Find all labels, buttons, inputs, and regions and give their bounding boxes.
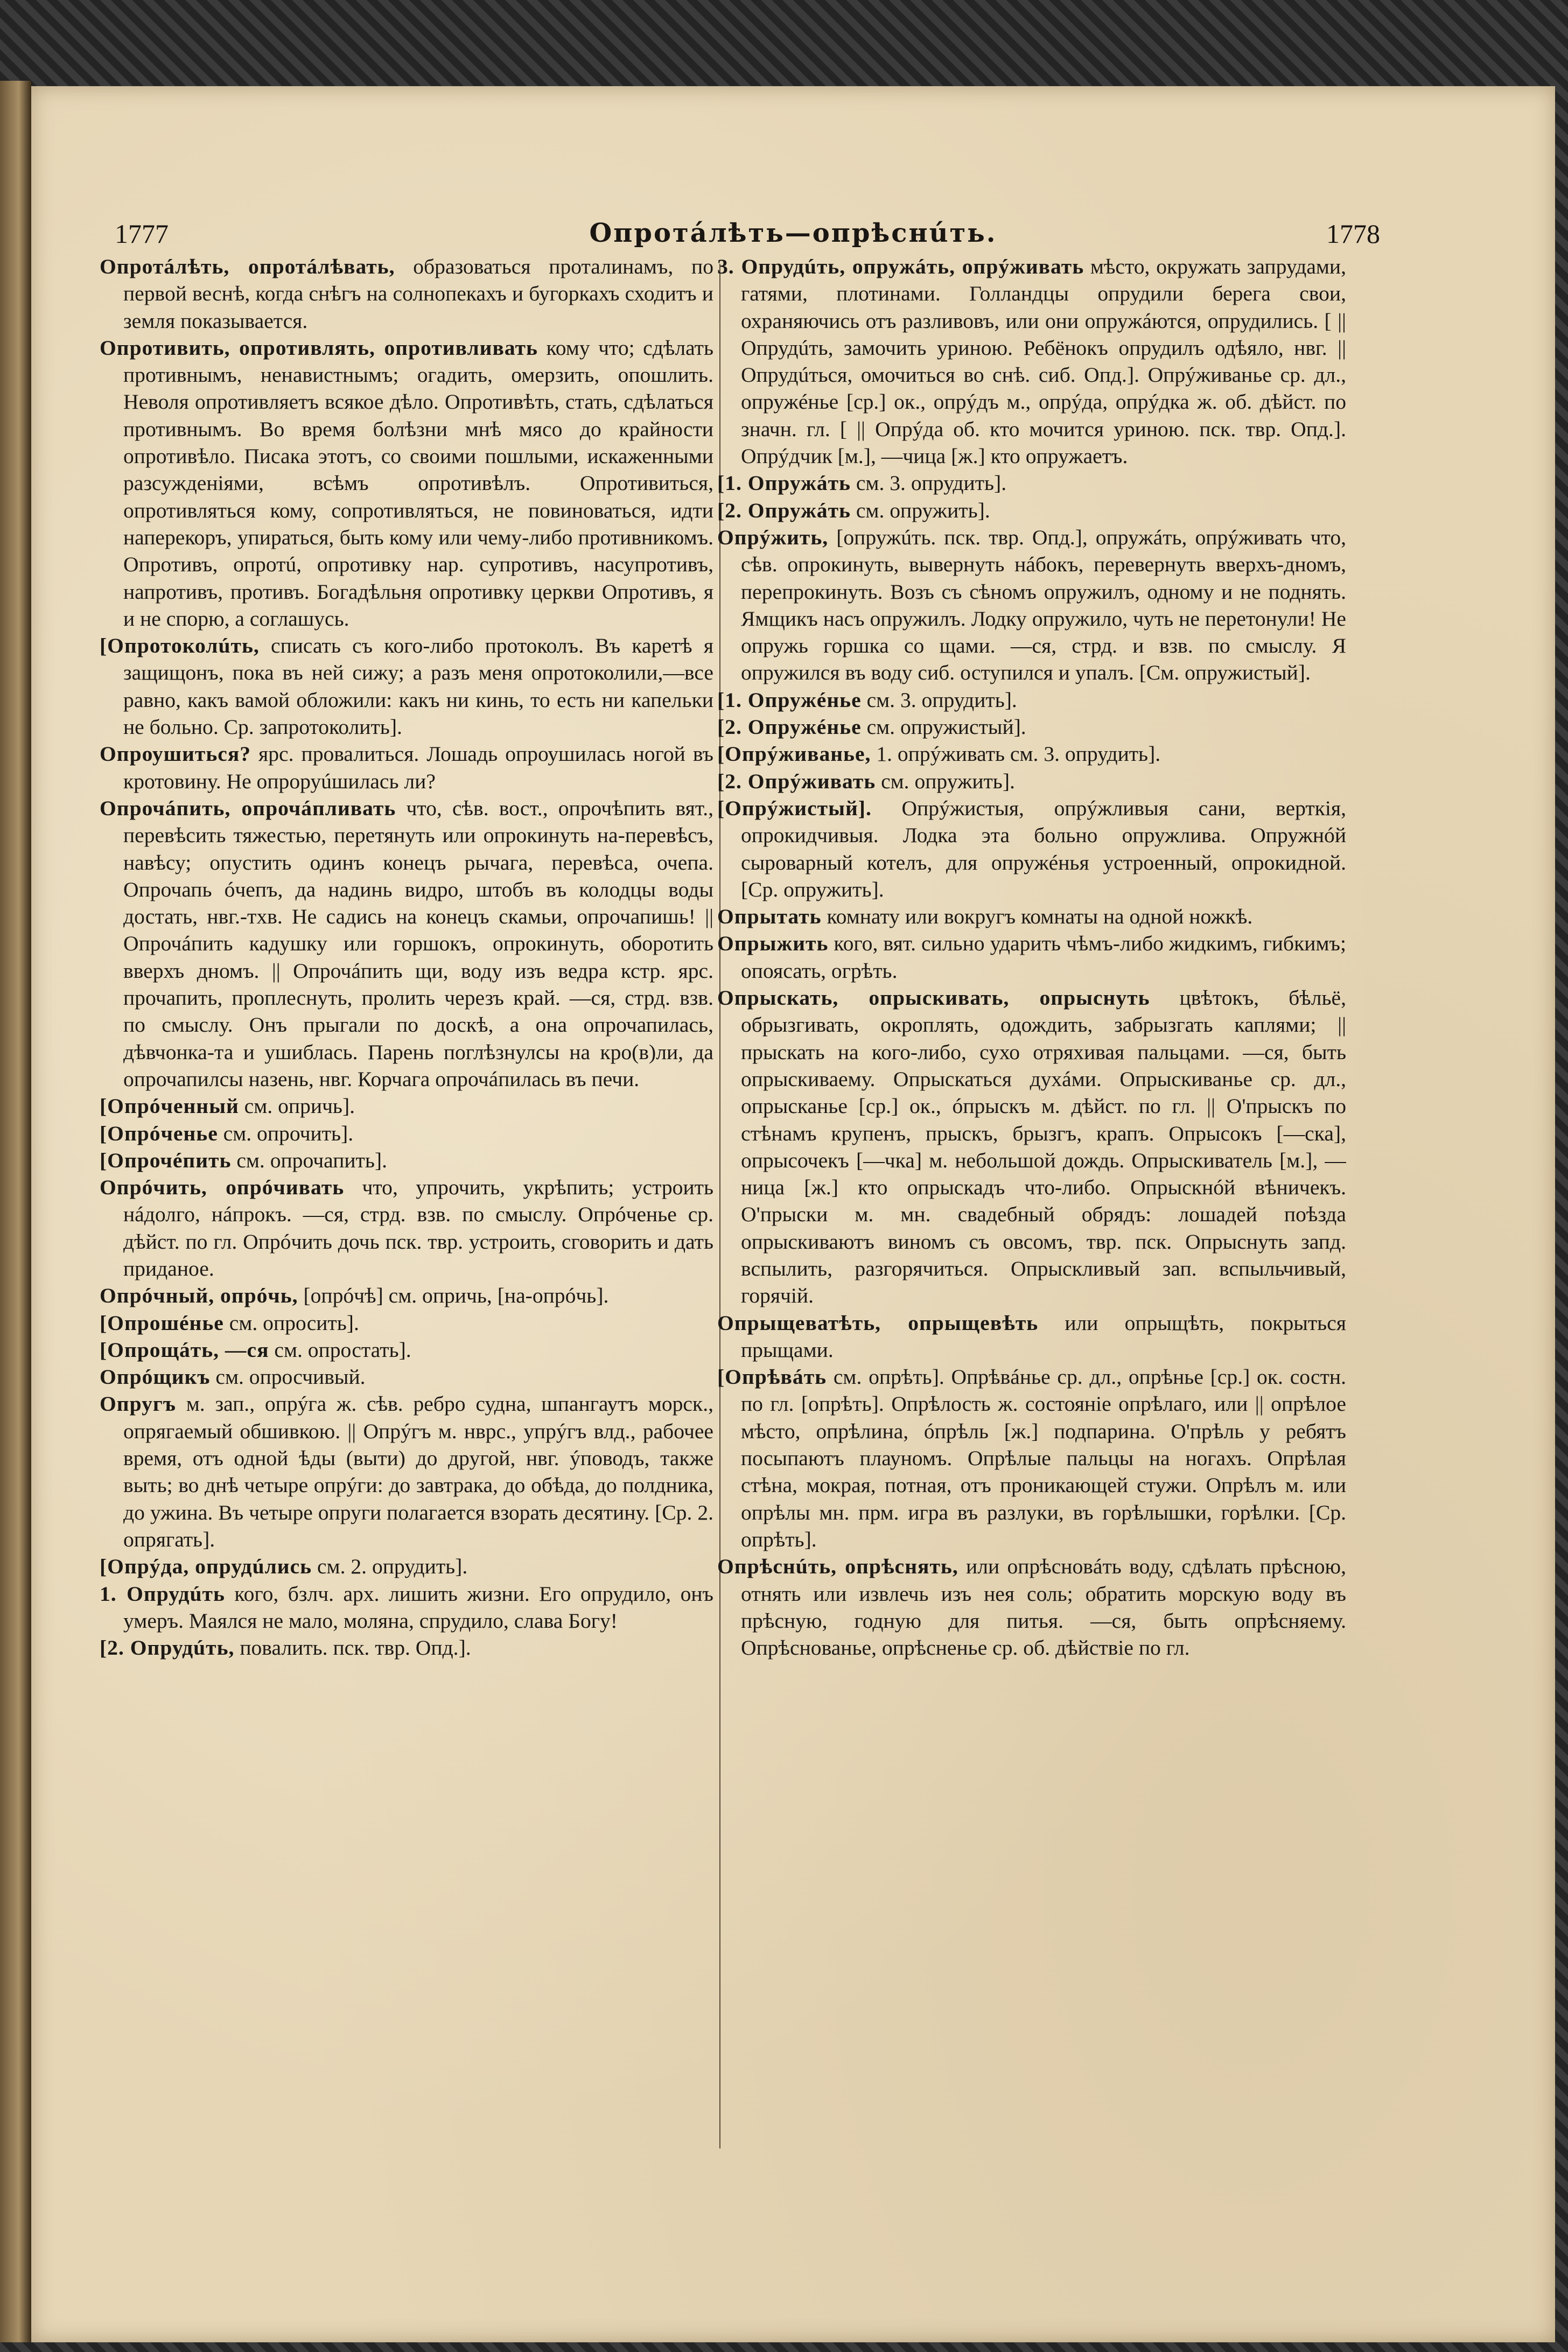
- entry-definition: 1. опрýживать см. 3. опрудить].: [871, 742, 1161, 766]
- entry-definition: [опрóчѣ] см. опричь, [на-опрóчь].: [298, 1284, 609, 1308]
- entry-body: [717, 1553, 1346, 1661]
- entry-definition: см. 3. опрудить].: [861, 688, 1017, 712]
- entry-headword: [1. Опружéнье: [717, 688, 862, 712]
- dictionary-entry: [100, 1634, 713, 1661]
- entry-definition: списать съ кого-либо протоколъ. Въ каретѣ я защищонъ, пока въ ней сижу; а разъ меня опротоколили,—все равно, какъ вамой обложили: какъ ни кинь, то есть ни капельки не больно. Ср. запротоколить].: [123, 634, 713, 739]
- entry-headword: [2. Опружéнье: [717, 715, 862, 739]
- entry-headword: [Опрошéнье: [100, 1311, 224, 1335]
- entry-body: [100, 740, 713, 795]
- entry-headword: Опрýжить,: [717, 525, 829, 549]
- entry-headword: [Опрощáть, —ся: [100, 1338, 269, 1362]
- entry-headword: [Опрýжистый].: [717, 796, 872, 820]
- entry-body: [100, 1282, 713, 1309]
- dictionary-entry: [717, 740, 1346, 767]
- dictionary-entry: [100, 253, 713, 334]
- entry-body: [717, 253, 1346, 470]
- dictionary-entry: [717, 470, 1346, 496]
- entry-definition: что, упрочить, укрѣпить; устроить нáдолго, нáпрокъ. —ся, стрд. взв. по смыслу. Опрóченье ср. дѣйст. по гл. Опрóчить дочь пск. твр. устроить, сговорить и дать приданое.: [123, 1175, 713, 1280]
- entry-definition: кого, бзлч. арх. лишить жизни. Его опрудило, онъ умеръ. Маялся не мало, моляна, спрудило, слава Богу!: [123, 1581, 713, 1633]
- entry-body: [717, 930, 1346, 984]
- entry-body: [100, 1093, 713, 1119]
- entry-headword: Опрóчный, опрóчь,: [100, 1284, 298, 1308]
- entry-headword: [Опрóченный: [100, 1094, 239, 1118]
- entry-body: [100, 253, 713, 334]
- dictionary-entry: [100, 1282, 713, 1309]
- entry-headword: Опрыщеватѣть, опрыщевѣть: [717, 1311, 1039, 1335]
- entry-definition: см. опросчивый.: [210, 1365, 366, 1389]
- entry-definition: м. зап., опрýга ж. сѣв. ребро судна, шпангаутъ морск., опрягаемый обшивкою. || Опрýгъ м. нврс., упрýгъ влд., рабочее время, отъ одной ѣды (выти) до другой, нвг. ýповодъ, также выть; во днѣ четыре опрýги: до завтрака, до обѣда, до полдника, до ужина. Въ четыре опруги полагается взорать десятину. [Ср. 2. опрягать].: [123, 1392, 713, 1551]
- entry-definition: см. опросить].: [223, 1311, 359, 1335]
- dictionary-entry: [717, 768, 1346, 795]
- dictionary-entry: [100, 334, 713, 632]
- entry-definition: см. 2. опрудить].: [312, 1555, 468, 1579]
- entry-body: [100, 1174, 713, 1282]
- entry-definition: см. опружистый].: [861, 715, 1026, 739]
- right-column: [717, 253, 1346, 2218]
- entry-body: [100, 1363, 713, 1390]
- right-page-number: 1778: [1326, 219, 1380, 249]
- dictionary-entry: [100, 1310, 713, 1336]
- dictionary-entry: [717, 253, 1346, 470]
- entry-definition: цвѣтокъ, бѣльё, обрызгивать, окроплять, одождить, забрызгать каплями; || прыскать на кого-либо, сухо отряхивая пальцами. —ся, быть опрыскиваему. Опрыскаться духáми. Опрыскиванье ср. дл., опрысканье [ср.] ок., óпрыскъ м. дѣйст. по гл. || О'прыскъ по стѣнамъ крупенъ, прыскъ, брызгъ, крапъ. Опрысокъ [—ска], опрысочекъ [—чка] м. небольшой дождь. Опрыскиватель [м.], —ница [ж.] кто опрыскадъ что-либо. Опрыскнóй вѣничекъ. О'прыски м. мн. свадебный обрядъ: лошадей поѣзда опрыскиваютъ виномъ съ овсомъ, твр. пск. Опрыснуть запд. вспылить, разгорячиться. Опрыскливый зап. вспыльчивый, горячій.: [741, 986, 1346, 1308]
- entry-headword: [Опрýживанье,: [717, 742, 871, 766]
- entry-body: [100, 1336, 713, 1363]
- entry-headword: Опротивить, опротивлять, опротивливать: [100, 335, 538, 360]
- entry-body: [717, 470, 1346, 496]
- entry-body: [717, 524, 1346, 687]
- dictionary-entry: [100, 1093, 713, 1119]
- dictionary-entry: [100, 1580, 713, 1635]
- entry-headword: Опрóчить, опрóчивать: [100, 1175, 345, 1200]
- dictionary-entry: [100, 1336, 713, 1363]
- entry-definition: мѣсто, окружать запрудами, гатями, плотинами. Голландцы опрудили берега свои, охраняючись отъ разливовъ, или они опружáются, опрудились. [ || Опрудúть, замочить уриною. Ребёнокъ опрудилъ одѣяло, нвг. || Опрудúться, омочиться во снѣ. сиб. Опд.]. Опрýживанье ср. дл., опружéнье [ср.] ок., опрýдъ м., опрýда, опрýдка ж. об. дѣйст. по значн. гл. [ || Опрýда об. кто мочится уриною. пск. твр. Опд.]. Опрýдчик [м.], —чица [ж.] кто опружаетъ.: [741, 255, 1346, 468]
- entry-body: [717, 903, 1346, 930]
- entry-headword: [2. Опрýживать: [717, 769, 876, 793]
- entry-headword: [Опрѣвáть: [717, 1365, 827, 1389]
- entry-body: [717, 795, 1346, 903]
- entry-body: [100, 1634, 713, 1661]
- entry-definition: повалить. пск. твр. Опд.].: [234, 1636, 471, 1660]
- dictionary-entry: [100, 795, 713, 1093]
- entry-body: [100, 632, 713, 740]
- dictionary-entry: [717, 687, 1346, 713]
- entry-definition: см. опростать].: [269, 1338, 411, 1362]
- dictionary-entry: [717, 497, 1346, 524]
- entry-headword: [2. Опрудúть,: [100, 1636, 235, 1660]
- entry-definition: что, сѣв. вост., опрочѣпить вят., перевѣсить тяжестью, перетянуть или опрокинуть на-перевѣсъ, навѣсу; опустить одинъ конецъ рычага, перевѣса, очепа. Опрочапь óчепъ, да надинь видро, штобъ въ колодцы воды достать, нвг.-тхв. Не садись на конецъ скамьи, опрочапишь! || Опрочáпить кадушку или горшокъ, опрокинуть, оборотить вверхъ дномъ. || Опрочáпить щи, воду изъ ведра кстр. ярс. прочапить, проплеснуть, пролить черезъ край. —ся, стрд. взв. по смыслу. Онъ прыгали по доскѣ, а она опрочапилась, дѣвчонка-та и ушиблась. Парень поглѣзнулсы на кро(в)ли, да опрочапилсы назень, нвг. Корчага опрочáпилась въ печи.: [123, 796, 713, 1091]
- entry-body: [100, 1580, 713, 1635]
- entry-definition: или опрѣсновáть воду, сдѣлать прѣсною, отнять или извлечь изъ нея соль; обратить морскую воду въ прѣсную, годную для питья. —ся, быть опрѣсняему. Опрѣснованье, опрѣсненье ср. об. дѣйствіе по гл.: [741, 1555, 1346, 1660]
- entry-headword: 3. Опрудúть, опружáть, опрýживать: [717, 255, 1084, 278]
- entry-body: [100, 1147, 713, 1174]
- entry-headword: Опрытать: [717, 905, 822, 929]
- entry-headword: Опрѣснúть, опрѣснять,: [717, 1555, 958, 1579]
- entry-definition: ярс. провалиться. Лошадь опроушилась ногой въ кротовину. Не опроруúшилась ли?: [123, 742, 713, 793]
- entry-headword: [Опротоколúть,: [100, 634, 260, 658]
- previous-page-edge: [0, 81, 31, 2342]
- dictionary-entry: [100, 1553, 713, 1580]
- entry-body: [717, 497, 1346, 524]
- dictionary-entry: [717, 1363, 1346, 1553]
- entry-body: [717, 1310, 1346, 1364]
- dictionary-entry: [100, 1390, 713, 1553]
- entry-headword: [1. Опружáть: [717, 471, 851, 495]
- entry-definition: кому что; сдѣлать противнымъ, ненавистнымъ; огадить, омерзить, опошлить. Неволя опротивляетъ всякое дѣло. Опротивѣть, стать, сдѣлаться противнымъ. Во время болѣзни мнѣ мясо до крайности опротивѣло. Писака этотъ, со своими пошлыми, искаженными разсужденiями, всѣмъ опротивѣлъ. Опротивиться, опротивляться кому, сопротивляться, не повиноваться, идти наперекоръ, упираться, быть кому или чему-либо противникомъ. Опротивъ, опротú, опротивку нар. супротивъ, насупротивъ, напротивъ, противъ. Богадѣльня опротивку церкви Опротивъ, я и не спорю, а соглашусь.: [123, 335, 713, 631]
- dictionary-entry: [717, 713, 1346, 740]
- entry-body: [717, 768, 1346, 795]
- entry-headword: [2. Опружáть: [717, 498, 851, 522]
- running-header: [31, 218, 1555, 256]
- running-head-title: Опротáлѣть—опрѣснúть.: [589, 218, 997, 248]
- entry-body: [100, 795, 713, 1093]
- entry-body: [717, 687, 1346, 713]
- entry-body: [717, 984, 1346, 1310]
- entry-definition: см. опричь].: [239, 1094, 355, 1118]
- entry-headword: [Опрýда, опрудúлись: [100, 1555, 312, 1579]
- dictionary-entry: [100, 632, 713, 740]
- dictionary-entry: [717, 795, 1346, 903]
- entry-body: [717, 1363, 1346, 1553]
- entry-headword: Опрыскать, опрыскивать, опрыснуть: [717, 986, 1150, 1010]
- entry-headword: Опрóщикъ: [100, 1365, 211, 1389]
- left-page-number: 1777: [115, 219, 169, 249]
- dictionary-entry: [717, 930, 1346, 984]
- entry-definition: кого, вят. сильно ударить чѣмъ-либо жидкимъ, гибкимъ; опоясать, огрѣть.: [741, 932, 1346, 983]
- dictionary-entry: [100, 1120, 713, 1147]
- dictionary-entry: [717, 1553, 1346, 1661]
- entry-body: [717, 740, 1346, 767]
- entry-definition: [опружúть. пск. твр. Опд.], опружáть, опрýживать что, сѣв. опрокинуть, вывернуть нáбокъ, перевернуть вверхъ-дномъ, перепрокинуть. Возъ съ сѣномъ опружилъ, одному и не поднять. Ямщикъ насъ опружилъ. Лодку опружило, чуть не перетонули! Не опружь горшка со щами. —ся, стрд. и взв. по смыслу. Я опружился въ воду сиб. оступился и упалъ. [См. опружистый].: [741, 525, 1346, 685]
- entry-definition: см. опрѣть]. Опрѣвáнье ср. дл., опрѣнье [ср.] ок. состн. по гл. [опрѣть]. Опрѣлость ж. состояніе опрѣлаго, или || опрѣлое мѣсто, опрѣлина, óпрѣль [ж.] подпарина. О'прѣль у ребятъ посыпаютъ плауномъ. Опрѣлые пальцы на ногахъ. Опрѣлая стѣна, мокрая, потная, отъ проникающей стужи. Опрѣлъ м. или опрѣлы мн. прм. игра въ разлуки, въ горѣлышки, горѣлки. [Ср. опрѣть].: [741, 1365, 1346, 1551]
- entry-headword: Опрочáпить, опрочáпливать: [100, 796, 396, 820]
- dictionary-entry: [100, 1174, 713, 1282]
- entry-body: [100, 334, 713, 632]
- entry-headword: [Опрочéпить: [100, 1148, 232, 1172]
- entry-body: [100, 1390, 713, 1553]
- entry-headword: Опротáлѣть, опротáлѣвать,: [100, 255, 395, 278]
- entry-body: [100, 1120, 713, 1147]
- entry-headword: [Опрóченье: [100, 1121, 218, 1145]
- entry-definition: образоваться проталинамъ, по первой веснѣ, когда снѣгъ на солнопекахъ и бугоркахъ сходитъ и земля показывается.: [123, 255, 713, 333]
- entry-definition: Опрýжистыя, опрýжливыя сани, верткія, опрокидчивыя. Лодка эта больно опружлива. Опружнóй сыроварный котелъ, для опружéнья устроенный, опрокидной. [Ср. опружить].: [741, 796, 1346, 901]
- entry-headword: Опрыжить: [717, 932, 829, 956]
- entry-body: [100, 1553, 713, 1580]
- left-column: [100, 253, 713, 2218]
- entry-definition: см. опружить].: [850, 498, 990, 522]
- dictionary-entry: [717, 524, 1346, 687]
- entry-definition: см. опружить].: [876, 769, 1015, 793]
- entry-definition: см. опрочить].: [218, 1121, 354, 1145]
- dictionary-entry: [717, 984, 1346, 1310]
- entry-definition: см. 3. опрудить].: [850, 471, 1007, 495]
- dictionary-entry: [100, 1363, 713, 1390]
- entry-body: [717, 713, 1346, 740]
- entry-definition: см. опрочапить].: [231, 1148, 387, 1172]
- dictionary-entry: [100, 1147, 713, 1174]
- dictionary-entry: [100, 740, 713, 795]
- entry-headword: 1. Опрудúть: [100, 1581, 225, 1606]
- entry-headword: Опроушиться?: [100, 742, 251, 766]
- entry-definition: или опрыщѣть, покрыться прыщами.: [741, 1311, 1346, 1362]
- entry-headword: Опругъ: [100, 1392, 176, 1416]
- entry-body: [100, 1310, 713, 1336]
- dictionary-entry: [717, 1310, 1346, 1364]
- entry-definition: комнату или вокругъ комнаты на одной ножкѣ.: [821, 905, 1253, 929]
- dictionary-entry: [717, 903, 1346, 930]
